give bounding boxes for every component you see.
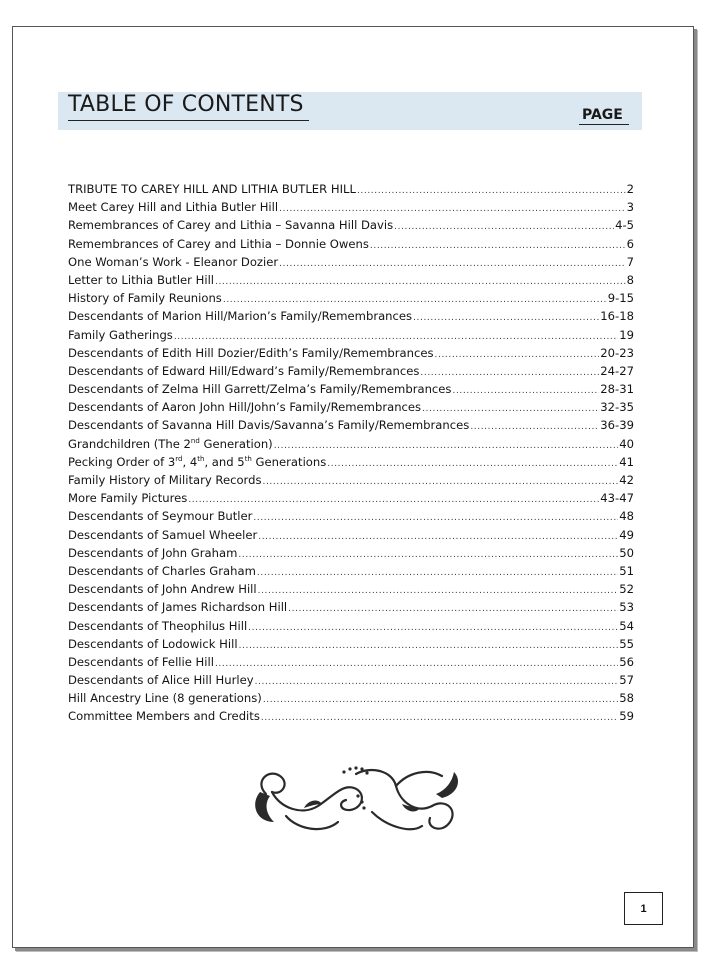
toc-entry-label: Grandchildren (The 2nd Generation): [68, 436, 273, 451]
toc-entry: [68, 653, 634, 671]
toc-entry-label: Descendants of Edith Hill Dozier/Edith’s Family/Remembrances: [68, 345, 434, 360]
page-column-underline: [579, 124, 629, 125]
dot-leader: [452, 380, 599, 398]
toc-entry: [68, 235, 634, 253]
toc-entry-label: Letter to Lithia Butler Hill: [68, 272, 215, 287]
toc-entry-label: Descendants of Samuel Wheeler: [68, 527, 258, 542]
toc-entry: [68, 526, 634, 544]
dot-leader: [420, 362, 599, 380]
dot-leader: [263, 471, 619, 489]
toc-entry-label: Descendants of Seymour Butler: [68, 509, 253, 524]
dot-leader: [413, 307, 599, 325]
toc-entry: [68, 544, 634, 562]
toc-entry: [68, 271, 634, 289]
toc-entry: [68, 216, 634, 234]
toc-entry-page: 2: [626, 182, 634, 196]
toc-entry-page: 41: [619, 454, 634, 469]
toc-entry: [68, 180, 634, 198]
toc-entry-page: 53: [619, 600, 634, 615]
dot-leader: [288, 598, 618, 616]
dot-leader: [261, 707, 618, 725]
dot-leader: [394, 216, 614, 234]
toc-entry: [68, 362, 634, 380]
toc-entry: [68, 398, 634, 416]
toc-entry-page: 36-39: [600, 418, 634, 433]
toc-entry: [68, 580, 634, 598]
toc-entry-page: 48: [619, 509, 634, 524]
toc-entry-label: Descendants of Savanna Hill Davis/Savanna’s Family/Remembrances: [68, 418, 470, 433]
dot-leader: [223, 289, 607, 307]
toc-entry: [68, 289, 634, 307]
toc-entry: [68, 617, 634, 635]
toc-entry: [68, 635, 634, 653]
toc-entry-page: 52: [619, 582, 634, 597]
dot-leader: [248, 617, 618, 635]
toc-entry-label: Descendants of Theophilus Hill: [68, 618, 248, 633]
toc-entry-page: 9-15: [607, 291, 634, 306]
toc-entry-label: Descendants of John Andrew Hill: [68, 582, 257, 597]
dot-leader: [174, 326, 618, 344]
toc-entry-label: Descendants of Charles Graham: [68, 563, 256, 578]
dot-leader: [255, 671, 619, 689]
toc-entry-page: 4-5: [615, 218, 634, 233]
toc-entry-label: Hill Ancestry Line (8 generations): [68, 691, 262, 706]
toc-entry-page: 20-23: [600, 345, 634, 360]
dot-leader: [263, 689, 618, 707]
toc-entry-page: 8: [626, 272, 634, 287]
scroll-flourish-icon: [246, 764, 464, 840]
toc-entry: [68, 344, 634, 362]
toc-entry: [68, 689, 634, 707]
dot-leader: [239, 635, 619, 653]
page-column-label: PAGE: [582, 107, 623, 123]
dot-leader: [435, 344, 600, 362]
toc-list: [68, 180, 634, 726]
toc-entry-page: 16-18: [600, 309, 634, 324]
toc-entry-label: Committee Members and Credits: [68, 709, 260, 724]
toc-entry: [68, 598, 634, 616]
toc-entry-label: Descendants of Lodowick Hill: [68, 636, 238, 651]
toc-entry-label: Pecking Order of 3rd, 4th, and 5th Generations: [68, 454, 327, 469]
toc-entry-label: TRIBUTE TO CAREY HILL AND LITHIA BUTLER HILL: [68, 182, 356, 196]
dot-leader: [238, 544, 618, 562]
toc-entry-page: 3: [626, 200, 634, 215]
dot-leader: [253, 507, 618, 525]
toc-entry-page: 42: [619, 473, 634, 487]
toc-entry-page: 40: [619, 436, 634, 451]
toc-entry-label: Family Gatherings: [68, 327, 173, 342]
toc-entry-label: Descendants of Zelma Hill Garrett/Zelma’s Family/Remembrances: [68, 382, 452, 397]
toc-entry-label: Family History of Military Records: [68, 473, 262, 487]
toc-entry: [68, 416, 634, 434]
toc-entry-page: 56: [619, 654, 634, 669]
toc-entry: [68, 507, 634, 525]
dot-leader: [357, 180, 626, 198]
dot-leader: [257, 562, 618, 580]
toc-entry-page: 32-35: [600, 400, 634, 415]
toc-entry-page: 59: [619, 709, 634, 724]
toc-entry-page: 43-47: [600, 491, 634, 506]
toc-entry-label: Meet Carey Hill and Lithia Butler Hill: [68, 200, 279, 215]
toc-entry-label: One Woman’s Work - Eleanor Dozier: [68, 254, 279, 269]
toc-entry-label: Descendants of James Richardson Hill: [68, 600, 288, 615]
dot-leader: [274, 435, 619, 453]
dot-leader: [258, 580, 619, 598]
toc-entry-label: Descendants of Edward Hill/Edward’s Family/Remembrances: [68, 363, 420, 378]
toc-entry-page: 28-31: [600, 382, 634, 397]
toc-entry-label: Remembrances of Carey and Lithia – Savanna Hill Davis: [68, 218, 394, 233]
toc-entry: [68, 489, 634, 507]
toc-entry-page: 7: [626, 254, 634, 269]
dot-leader: [327, 453, 618, 471]
dot-leader: [422, 398, 599, 416]
toc-entry-label: Descendants of Fellie Hill: [68, 654, 214, 669]
toc-entry: [68, 671, 634, 689]
toc-entry-label: Descendants of John Graham: [68, 545, 238, 560]
dot-leader: [215, 653, 618, 671]
toc-entry-page: 49: [619, 527, 634, 542]
dot-leader: [279, 198, 626, 216]
toc-entry: [68, 471, 634, 489]
page-title: TABLE OF CONTENTS: [68, 92, 304, 117]
toc-entry: [68, 253, 634, 271]
toc-entry-label: Descendants of Alice Hill Hurley: [68, 673, 254, 688]
toc-entry-page: 55: [619, 636, 634, 651]
dot-leader: [215, 271, 626, 289]
dot-leader: [279, 253, 625, 271]
dot-leader: [370, 235, 626, 253]
page-number: 1: [624, 892, 663, 925]
dot-leader: [188, 489, 599, 507]
toc-entry-page: 57: [619, 673, 634, 688]
toc-entry-page: 19: [619, 327, 634, 342]
toc-entry-label: Descendants of Aaron John Hill/John’s Family/Remembrances: [68, 400, 422, 415]
title-underline: [68, 120, 309, 121]
toc-entry-page: 58: [619, 691, 634, 706]
toc-entry-label: Descendants of Marion Hill/Marion’s Family/Remembrances: [68, 309, 413, 324]
toc-entry: [68, 707, 634, 725]
toc-entry-label: History of Family Reunions: [68, 291, 222, 306]
toc-entry-page: 24-27: [600, 363, 634, 378]
toc-entry: [68, 380, 634, 398]
toc-entry: [68, 562, 634, 580]
toc-entry: [68, 453, 634, 471]
toc-entry-page: 54: [619, 618, 634, 633]
toc-entry-page: 50: [619, 545, 634, 560]
toc-entry-label: More Family Pictures: [68, 491, 188, 506]
toc-entry: [68, 435, 634, 453]
toc-entry-label: Remembrances of Carey and Lithia – Donnie Owens: [68, 236, 369, 251]
dot-leader: [258, 526, 618, 544]
dot-leader: [470, 416, 599, 434]
toc-entry-page: 6: [626, 236, 634, 251]
toc-entry: [68, 198, 634, 216]
toc-entry: [68, 326, 634, 344]
toc-entry-page: 51: [619, 563, 634, 578]
toc-entry: [68, 307, 634, 325]
